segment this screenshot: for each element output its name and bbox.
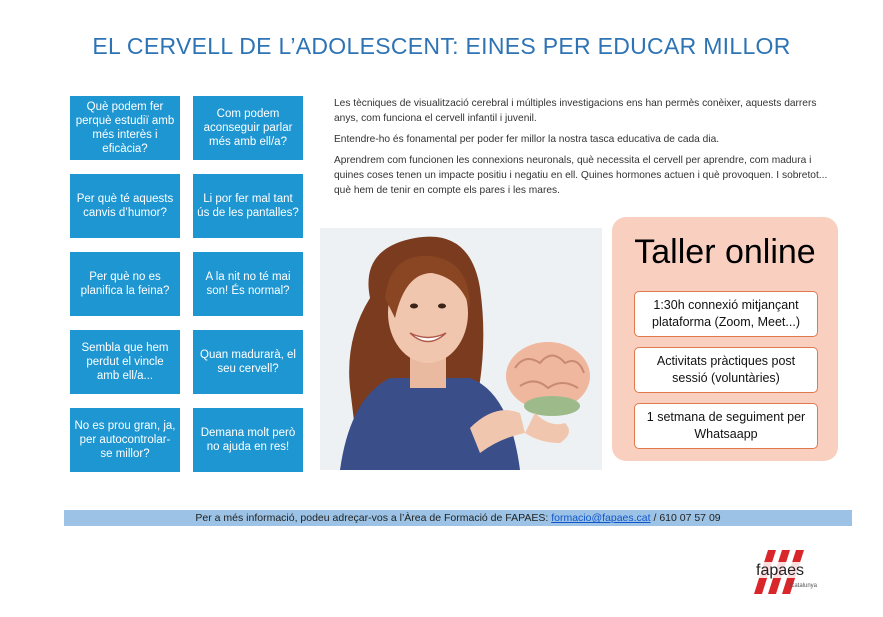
question-box: Què podem fer perquè estudiï amb més interès i eficàcia? [70, 96, 180, 160]
page-title: EL CERVELL DE L’ADOLESCENT: EINES PER EDUCAR MILLOR [92, 33, 791, 59]
question-box: No es prou gran, ja, per autocontrolar-se millor? [70, 408, 180, 472]
question-box: Per què té aquests canvis d’humor? [70, 174, 180, 238]
question-box: Quan madurarà, el seu cervell? [193, 330, 303, 394]
questions-grid [70, 96, 306, 476]
intro-paragraph: Aprendrem com funcionen les connexions neuronals, què necessita el cervell per aprendre, com madura i quines coses tenen un impacte positiu i negatiu en ell. Quines hormones actuen i què provoquen. I sobretot... què hem de tenir en compte els pares i les mares. [334, 155, 828, 196]
girl-holding-brain-photo [320, 228, 602, 470]
intro-paragraph: Les tècniques de visualització cerebral i múltiples investigacions ens han permès conèixer, aquests darrers anys, com funciona el cervell infantil i juvenil. [334, 98, 817, 124]
contact-info-bar [64, 510, 852, 526]
question-box: Demana molt però no ajuda en res! [193, 408, 303, 472]
workshop-item: 1 setmana de seguiment per Whatsaapp [634, 403, 818, 449]
question-box: A la nit no té mai son! És normal? [193, 252, 303, 316]
workshop-item: Activitats pràctiques post sessió (voluntàries) [634, 347, 818, 393]
online-workshop-panel [612, 217, 838, 461]
contact-text: Per a més informació, podeu adreçar-vos a l’Àrea de Formació de FAPAES: [195, 512, 552, 524]
intro-paragraph: Entendre-ho és fonamental per poder fer millor la nostra tasca educativa de cada dia. [334, 134, 720, 145]
contact-phone: / 610 07 57 09 [650, 512, 721, 524]
workshop-title: Taller online [634, 233, 816, 271]
question-box: Com podem aconseguir parlar més amb ell/a? [193, 96, 303, 160]
intro-text [334, 96, 840, 204]
question-box: Per què no es planifica la feina? [70, 252, 180, 316]
logo-subtext: Catalunya [790, 583, 818, 589]
contact-email-link[interactable]: formacio@fapaes.cat [551, 512, 651, 524]
workshop-item: 1:30h connexió mitjançant plataforma (Zoom, Meet...) [634, 291, 818, 337]
fapaes-logo [752, 550, 824, 596]
question-box: Li por fer mal tant ús de les pantalles? [193, 174, 303, 238]
question-box: Sembla que hem perdut el vincle amb ell/a... [70, 330, 180, 394]
logo-wordmark: fapaes [756, 562, 805, 579]
